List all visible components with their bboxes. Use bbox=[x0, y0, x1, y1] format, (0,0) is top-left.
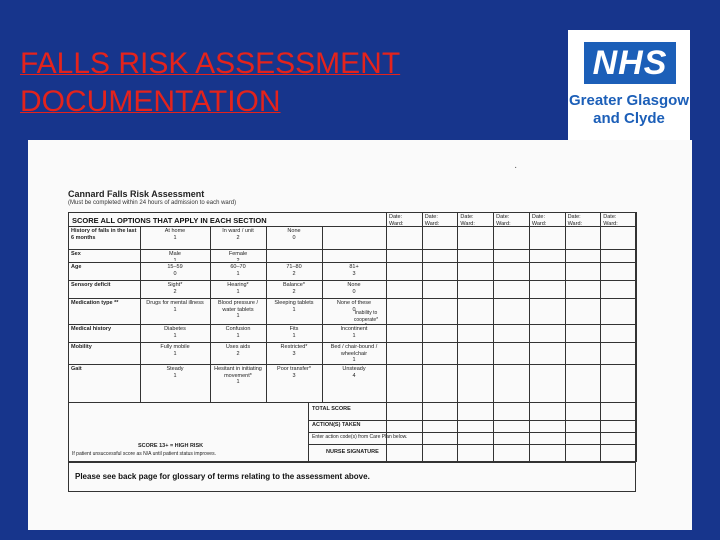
option-cell: Balance* 2 bbox=[282, 282, 306, 295]
scanned-form bbox=[28, 140, 692, 530]
nhs-logo-line-2: and Clyde bbox=[593, 110, 665, 127]
form-subtitle: (Must be completed within 24 hours of admission to each ward) bbox=[68, 200, 237, 206]
row-divider bbox=[68, 402, 636, 403]
nhs-logo-line-1: Greater Glasgow bbox=[568, 92, 690, 109]
option-cell: Poor transfer* 3 bbox=[277, 366, 311, 379]
option-cell: 81+ 3 bbox=[349, 264, 359, 277]
option-cell: At home 1 bbox=[164, 228, 186, 241]
row-label: History of falls in the last 6 months bbox=[71, 228, 137, 241]
option-cell: Diabetes 1 bbox=[164, 326, 186, 339]
option-cell: Hearing* 1 bbox=[227, 282, 249, 295]
nhs-logo-mark: NHS bbox=[592, 44, 668, 82]
row-divider bbox=[68, 262, 636, 263]
date-column-divider bbox=[457, 212, 458, 462]
option-cell: Sight* 2 bbox=[167, 282, 183, 295]
high-risk-note: If patient unsuccessful score as N/A until patient status improves. bbox=[72, 451, 216, 457]
row-divider bbox=[68, 226, 636, 227]
nurse-signature-label: NURSE SIGNATURE bbox=[326, 449, 379, 455]
option-cell: 71–80 2 bbox=[286, 264, 302, 277]
row-label: Medication type ** bbox=[71, 300, 119, 306]
date-ward-header: Date: Ward: bbox=[496, 214, 511, 227]
option-cell: Fully mobile 1 bbox=[160, 344, 190, 357]
total-score-label: TOTAL SCORE bbox=[312, 406, 351, 412]
option-cell: Hesitant in initiating movement* 1 bbox=[214, 366, 262, 385]
slide-title bbox=[20, 45, 460, 121]
date-ward-header: Date: Ward: bbox=[460, 214, 475, 227]
option-cell: Blood pressure / water tablets 1 bbox=[217, 300, 259, 319]
option-cell: Male 1 bbox=[169, 251, 181, 261]
assessment-table bbox=[68, 212, 636, 462]
date-column-divider bbox=[529, 212, 530, 462]
date-ward-header: Date: Ward: bbox=[531, 214, 547, 227]
date-ward-header: Date: Ward: bbox=[567, 214, 583, 227]
option-cell: Drugs for mental illness 1 bbox=[146, 300, 204, 313]
slide-title-line-2: DOCUMENTATION bbox=[20, 85, 281, 118]
option-cell: Female 2 bbox=[228, 251, 248, 261]
table-border-top bbox=[68, 212, 636, 213]
form-title: Cannard Falls Risk Assessment bbox=[68, 189, 205, 199]
row-divider bbox=[68, 249, 636, 250]
summary-divider bbox=[308, 432, 636, 433]
option-cell: Fits 1 bbox=[289, 326, 299, 339]
table-border-left bbox=[68, 212, 69, 402]
option-cell: Confusion 1 bbox=[225, 326, 251, 339]
table-border-left-lower bbox=[68, 402, 69, 462]
nhs-logo bbox=[568, 30, 690, 140]
option-cell: None 0 bbox=[347, 282, 361, 295]
option-cell: None of these 0 bbox=[336, 300, 372, 313]
form-footer bbox=[68, 462, 636, 492]
footer-text: Please see back page for glossary of terms relating to the assessment above. bbox=[75, 472, 370, 481]
date-column-divider bbox=[600, 212, 601, 462]
nhs-logo-box bbox=[584, 42, 676, 84]
inability-to-cooperate-option: Inability to cooperate* bbox=[353, 310, 379, 323]
date-column-divider bbox=[493, 212, 494, 462]
option-cell: Restricted* 3 bbox=[280, 344, 308, 357]
slide-title-line-1: FALLS RISK ASSESSMENT bbox=[20, 47, 401, 80]
option-cell: Bed / chair-bound / wheelchair 1 bbox=[330, 344, 378, 363]
option-cell: Incontinent 1 bbox=[340, 326, 368, 339]
row-divider bbox=[68, 364, 636, 365]
option-cell: Sleeping tablets 1 bbox=[274, 300, 314, 313]
row-label: Medical history bbox=[71, 326, 112, 332]
date-column-divider bbox=[386, 212, 387, 462]
section-header: SCORE ALL OPTIONS THAT APPLY IN EACH SECTION bbox=[72, 216, 267, 225]
action-note: Enter action code(s) from Care Plan below. bbox=[312, 434, 408, 440]
date-ward-header: Date: Ward: bbox=[389, 214, 404, 227]
row-label: Sex bbox=[71, 251, 81, 257]
date-column-divider bbox=[636, 212, 637, 462]
row-divider bbox=[68, 324, 636, 325]
option-cell: None 0 bbox=[287, 228, 301, 241]
date-column-divider bbox=[422, 212, 423, 462]
row-divider bbox=[68, 280, 636, 281]
row-label: Gait bbox=[71, 366, 82, 372]
scan-speck: · bbox=[514, 162, 518, 173]
summary-divider bbox=[308, 420, 636, 421]
summary-divider bbox=[308, 444, 636, 445]
summary-left-border bbox=[308, 402, 309, 462]
row-divider bbox=[68, 342, 636, 343]
date-ward-header: Date: Ward: bbox=[603, 214, 618, 227]
high-risk-label: SCORE 13+ = HIGH RISK bbox=[138, 443, 204, 449]
option-cell: In ward / unit 2 bbox=[222, 228, 254, 241]
option-cell: 15–59 0 bbox=[167, 264, 183, 277]
row-label: Mobility bbox=[71, 344, 92, 350]
option-cell: 60–70 1 bbox=[230, 264, 246, 277]
date-ward-header: Date: Ward: bbox=[424, 214, 440, 227]
actions-taken-label: ACTION(S) TAKEN bbox=[312, 422, 361, 428]
option-cell: Steady 1 bbox=[166, 366, 184, 379]
date-column-divider bbox=[565, 212, 566, 462]
row-label: Age bbox=[71, 264, 82, 270]
option-cell: Unsteady 4 bbox=[342, 366, 366, 379]
row-divider bbox=[68, 298, 636, 299]
row-label: Sensory deficit bbox=[71, 282, 111, 288]
option-cell: Uses aids 2 bbox=[225, 344, 251, 357]
